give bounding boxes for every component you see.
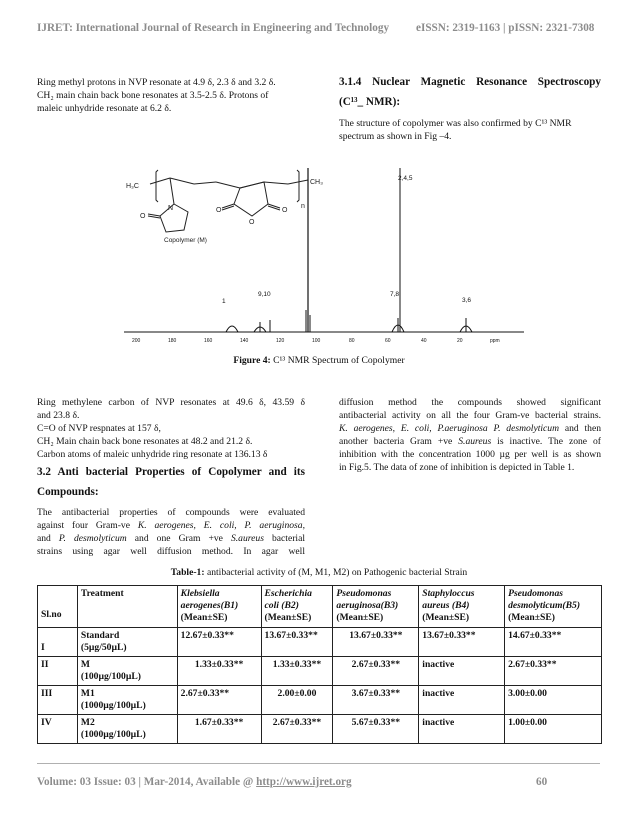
header-text: Pseudomonas — [336, 588, 392, 599]
header-b5 — [505, 586, 602, 628]
inhibition-paragraph — [339, 396, 601, 474]
peak-1 — [226, 326, 238, 332]
text-line — [37, 519, 305, 532]
peak-label: 1 — [222, 298, 226, 305]
header-text: Klebsiella — [180, 588, 220, 599]
table-caption-text: antibacterial activity of (M, M1, M2) on Pathogenic bacterial Strain — [206, 567, 468, 578]
header-text: Staphyloccus — [422, 588, 475, 599]
text-line: The antibacterial properties of compounds were evaluated — [37, 507, 305, 518]
nitrogen-label: N — [168, 205, 174, 212]
nmr-spectrum — [124, 168, 524, 332]
oxygen-label: O — [216, 207, 222, 214]
axis-tick: 20 — [457, 338, 463, 344]
cell-value: 1.00±0.00 — [505, 715, 602, 744]
header-text: aerogenes(B1) — [180, 600, 239, 611]
header-text: (Mean±SE) — [336, 612, 384, 623]
axis-tick: 120 — [276, 338, 285, 344]
species-name: P. desmolyticum — [58, 533, 127, 544]
header-b2 — [261, 586, 333, 628]
nmr-figure — [112, 160, 532, 348]
issn: eISSN: 2319-1163 | pISSN: 2321-7308 — [416, 22, 595, 34]
header-text: Sl.no — [41, 608, 62, 620]
treatment-dose: (100µg/100µL) — [80, 671, 141, 682]
text-line: Ring methylene carbon of NVP resonates at 49.6 δ, 43.59 δ — [37, 397, 305, 408]
axis-tick: 60 — [385, 338, 391, 344]
cell-treatment — [77, 657, 177, 686]
oxygen-label: O — [249, 219, 255, 226]
cell-value: 12.67±0.33** — [177, 628, 261, 657]
header-b3 — [333, 586, 419, 628]
header-text: desmolyticum(B5) — [508, 600, 581, 611]
footer-rule — [37, 763, 600, 764]
section-heading: 3.2 Anti bacterial Properties of Copolymer and its — [37, 466, 305, 478]
oxygen-label: O — [140, 213, 146, 220]
peak-label: 7,8 — [390, 291, 400, 298]
table-row — [38, 715, 602, 744]
header-text: aeruginosa(B3) — [336, 600, 399, 611]
axis-tick: 180 — [168, 338, 177, 344]
structure-label: Copolymer (M) — [164, 237, 207, 244]
text-span: against four Gram-ve — [37, 520, 138, 531]
figure-caption-label: Figure 4: — [233, 355, 271, 366]
axis-tick: 80 — [349, 338, 355, 344]
text-line: C=O of NVP respnates at 157 δ, — [37, 423, 161, 434]
header-text: (Mean±SE) — [508, 612, 555, 623]
cell-value: 2.67±0.33** — [505, 657, 602, 686]
text-line: strains using agar well diffusion method. In agar well — [37, 546, 305, 557]
cell-value: 13.67±0.33** — [419, 628, 505, 657]
treatment-name: M — [80, 659, 90, 670]
text-line: and 23.8 δ. — [37, 410, 80, 421]
header-text: aureus (B4) — [422, 600, 470, 611]
section-heading-cont: (C¹³_ NMR): — [339, 96, 401, 108]
table-header-row — [38, 586, 602, 628]
cell-value: 2.67±0.33** — [333, 657, 419, 686]
axis-tick: 40 — [421, 338, 427, 344]
text-span: is inactive. The zone of — [491, 436, 601, 447]
text-line — [339, 435, 601, 448]
header-text: (Mean±SE) — [180, 612, 228, 623]
header-treatment: Treatment — [77, 586, 177, 628]
axis-tick: 160 — [204, 338, 213, 344]
nvp-proton-paragraph — [37, 76, 305, 115]
cell-value: 1.67±0.33** — [177, 715, 261, 744]
header-b4 — [419, 586, 505, 628]
text-line: Ring methyl protons in NVP resonate at 4.9 δ, 2.3 δ and 3.2 δ. — [37, 77, 276, 88]
header-b1 — [177, 586, 261, 628]
cell-value: 3.67±0.33** — [333, 686, 419, 715]
header-text: (Mean±SE) — [264, 612, 312, 623]
peak-label: 3,6 — [462, 297, 472, 304]
axis-tick: 140 — [240, 338, 249, 344]
text-line: CH₂ Main chain back bone resonates at 48.2 and 21.2 δ. — [37, 436, 253, 447]
cell-value: 2.00±0.00 — [261, 686, 333, 715]
text-line — [339, 422, 601, 435]
cell-treatment — [77, 715, 177, 744]
table-row — [38, 657, 602, 686]
cell-value: 3.00±0.00 — [505, 686, 602, 715]
journal-title: IJRET: International Journal of Research in Engineering and Technology — [37, 22, 390, 34]
table-caption-label: Table-1: — [170, 567, 205, 578]
cell-slno: I — [38, 628, 78, 657]
journal-link[interactable]: http://www.ijret.org — [256, 776, 352, 788]
table-caption — [0, 567, 638, 578]
cell-value: inactive — [419, 715, 505, 744]
cell-slno: II — [38, 657, 78, 686]
cell-value: inactive — [419, 686, 505, 715]
species-name: S.aureus — [230, 533, 264, 544]
cell-value: 2.67±0.33** — [177, 686, 261, 715]
cell-value: 1.33±0.33** — [261, 657, 333, 686]
text-line: inhibition with the concentration 1000 µg per well is as shown — [339, 449, 601, 460]
cell-value: inactive — [419, 657, 505, 686]
figure-caption — [0, 355, 638, 366]
cell-value: 13.67±0.33** — [261, 628, 333, 657]
section-3-1-4 — [339, 74, 601, 143]
text-line: Carbon atoms of maleic unhydride ring resonate at 136.13 δ — [37, 449, 268, 460]
section-3-2 — [37, 464, 305, 558]
cell-value: 13.67±0.33** — [333, 628, 419, 657]
footer-volume — [37, 776, 352, 788]
header-text: (Mean±SE) — [422, 612, 470, 623]
text-line: in Fig.5. The data of zone of inhibition is depicted in Table 1. — [339, 462, 575, 473]
oxygen-label: O — [282, 207, 288, 214]
treatment-name: Standard — [80, 630, 120, 641]
treatment-dose: (5µg/50µL) — [80, 642, 127, 653]
treatment-name: M2 — [80, 717, 95, 728]
text-span: and then — [559, 423, 602, 434]
header-text: Escherichia — [264, 588, 312, 599]
treatment-dose: (1000µg/100µL) — [80, 700, 146, 711]
species-names: K. aerogenes, E. coli, P.aeruginosa P. desmolyticum — [339, 423, 560, 434]
peak-label: 2,4,5 — [398, 175, 413, 182]
text-span: bacterial — [263, 533, 306, 544]
header-slno — [38, 586, 78, 628]
axis-tick: 200 — [132, 338, 141, 344]
text-line: diffusion method the compounds showed significant — [339, 397, 601, 408]
axis-tick: ppm — [490, 338, 500, 344]
cell-slno: IV — [38, 715, 78, 744]
footer-text: Volume: 03 Issue: 03 | Mar-2014, Available @ — [37, 776, 257, 788]
section-heading-cont: Compounds: — [37, 486, 99, 498]
carbon-resonance-paragraph — [37, 396, 305, 461]
methyl-left-label: H₃C — [126, 183, 139, 190]
cell-value: 14.67±0.33** — [505, 628, 602, 657]
species-names: K. aerogenes, E. coli, P. aeruginosa, — [137, 520, 305, 531]
text-line: CH₂ main chain back bone resonates at 3.5-2.5 δ. Protons of — [37, 90, 269, 101]
text-line: The structure of copolymer was also confirmed by C¹³ NMR — [339, 118, 572, 129]
text-line: antibacterial activity on all the four Gram-ve bacterial strains. — [339, 410, 601, 421]
axis-tick: 100 — [312, 338, 321, 344]
treatment-dose: (1000µg/100µL) — [80, 729, 146, 740]
cell-slno: III — [38, 686, 78, 715]
table-row — [38, 686, 602, 715]
text-span: another bacteria Gram +ve — [339, 436, 459, 447]
text-line: spectrum as shown in Fig –4. — [339, 131, 452, 142]
methyl-right-label: CH₃ — [310, 179, 323, 186]
section-heading: 3.1.4 Nuclear Magnetic Resonance Spectroscopy — [339, 76, 601, 88]
figure-caption-text: C¹³ NMR Spectrum of Copolymer — [273, 355, 405, 366]
repeat-n-label: n — [301, 203, 305, 210]
header-text: Pseudomonas — [508, 588, 563, 599]
text-span: and — [37, 533, 59, 544]
text-line — [37, 532, 305, 545]
cell-value: 5.67±0.33** — [333, 715, 419, 744]
text-span: and one Gram +ve — [126, 533, 231, 544]
treatment-name: M1 — [80, 688, 95, 699]
antibacterial-table — [37, 585, 602, 744]
cell-value: 1.33±0.33** — [177, 657, 261, 686]
species-name: S.aureus — [458, 436, 492, 447]
cell-value: 2.67±0.33** — [261, 715, 333, 744]
cell-treatment — [77, 686, 177, 715]
text-line: maleic unhydride resonate at 6.2 δ. — [37, 103, 172, 114]
table-row — [38, 628, 602, 657]
page-number: 60 — [536, 776, 548, 788]
copolymer-structure — [148, 170, 308, 232]
peak-label: 9,10 — [258, 291, 271, 298]
header-text: coli (B2) — [264, 600, 299, 611]
cell-treatment — [77, 628, 177, 657]
